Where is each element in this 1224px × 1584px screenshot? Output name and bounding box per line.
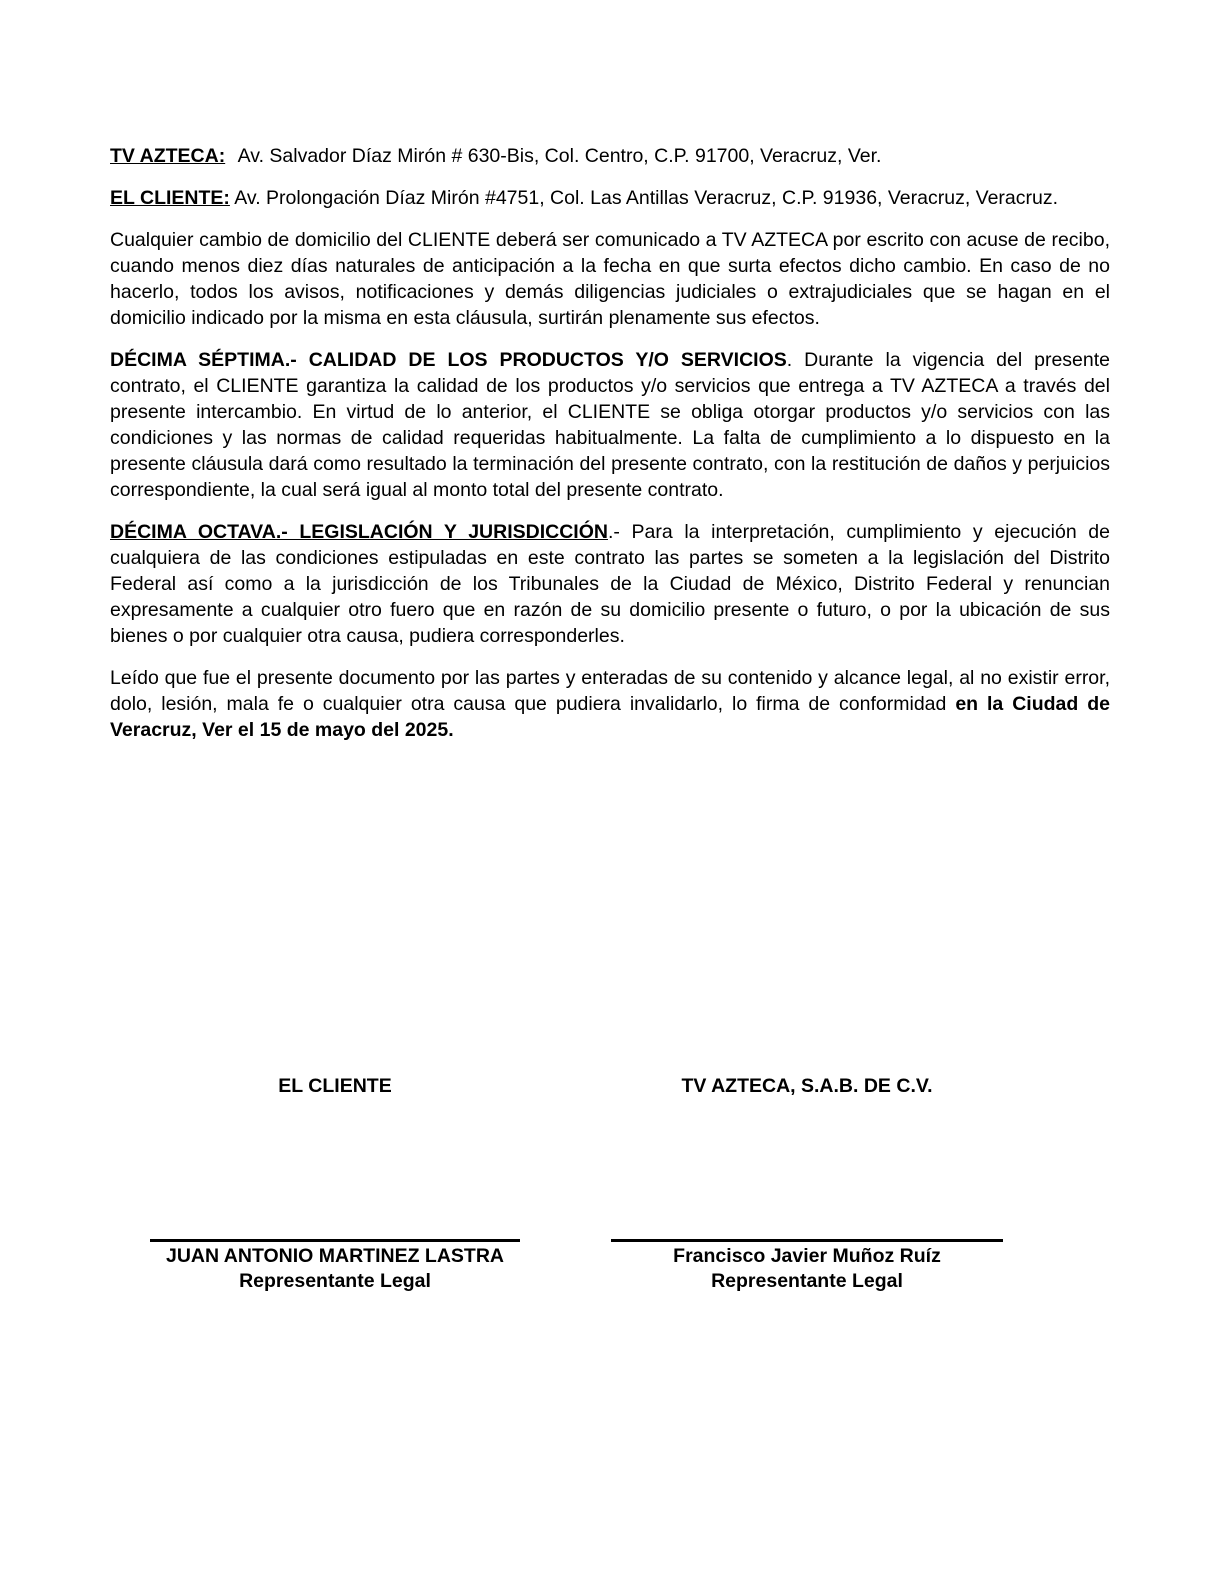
closing-paragraph: [110, 665, 1110, 743]
clause-decima-septima-body: . Durante la vigencia del presente contrato, el CLIENTE garantiza la calidad de los productos y/o servicios que entrega a TV AZTECA a través del presente intercambio. En virtud de lo anterior, el CLIENTE se obliga otorgar productos y/o servicios con las condiciones y las normas de calidad requeridas habitualmente. La falta de cumplimiento a lo dispuesto en la presente cláusula dará como resultado la terminación del presente contrato, con la restitución de daños y perjuicios correspondiente, la cual será igual al monto total del presente contrato.: [110, 349, 1111, 501]
signatory-name-tv-azteca: Francisco Javier Muñoz Ruíz: [673, 1245, 941, 1267]
signatory-title-tv-azteca: Representante Legal: [711, 1270, 903, 1292]
clause-decima-octava-heading: DÉCIMA OCTAVA.- LEGISLACIÓN Y JURISDICCIÓN: [110, 521, 608, 543]
signatory-name-cliente: JUAN ANTONIO MARTINEZ LASTRA: [166, 1245, 504, 1267]
closing-paragraph-regular: Leído que fue el presente documento por las partes y enteradas de su contenido y alcance legal, al no existir error, dolo, lesión, mala fe o cualquier otra causa que pudiera invalidarlo, lo firma de conformidad: [110, 667, 1110, 715]
cliente-label: EL CLIENTE:: [110, 187, 230, 209]
tv-azteca-label: TV AZTECA:: [110, 145, 226, 167]
clause-decima-octava-body: .- Para la interpretación, cumplimiento y ejecución de cualquiera de las condiciones estipuladas en este contrato las partes se someten a la legislación del Distrito Federal así como a la jurisdicción de los Tribunales de la Ciudad de México, Distrito Federal y renuncian expresamente a cualquier otro fuero que en razón de su domicilio presente o futuro, o por la ubicación de sus bienes o por cualquier otra causa, pudiera corresponderles.: [110, 521, 1110, 647]
signature-party-tv-azteca: TV AZTECA, S.A.B. DE C.V.: [681, 1075, 933, 1097]
signature-block-tv-azteca: [611, 1073, 1003, 1294]
signature-line-cliente: [150, 1099, 520, 1242]
clause-decima-octava: [110, 519, 1110, 649]
domicile-change-paragraph: Cualquier cambio de domicilio del CLIENTE deberá ser comunicado a TV AZTECA por escrito con acuse de recibo, cuando menos diez días naturales de anticipación a la fecha en que surta efectos dicho cambio. En caso de no hacerlo, todos los avisos, notificaciones y demás diligencias judiciales o extrajudiciales que se hagan en el domicilio indicado por la misma en esta cláusula, surtirán plenamente sus efectos.: [110, 229, 1110, 329]
clause-decima-septima-heading: DÉCIMA SÉPTIMA.- CALIDAD DE LOS PRODUCTOS Y/O SERVICIOS: [110, 349, 787, 371]
signatory-title-cliente: Representante Legal: [239, 1270, 431, 1292]
cliente-address: Av. Prolongación Díaz Mirón #4751, Col. Las Antillas Veracruz, C.P. 91936, Veracruz, Veracruz.: [234, 187, 1059, 209]
clause-decima-septima: [110, 347, 1110, 503]
signature-line-tv-azteca: [611, 1099, 1003, 1242]
signature-party-cliente: EL CLIENTE: [278, 1075, 392, 1097]
party-line-tv-azteca: [110, 143, 1110, 169]
signature-block-cliente: [150, 1073, 520, 1294]
tv-azteca-address: Av. Salvador Díaz Mirón # 630-Bis, Col. Centro, C.P. 91700, Veracruz, Ver.: [237, 145, 882, 167]
closing-paragraph-date-bold: en la Ciudad de Veracruz, Ver el 15 de mayo del 2025.: [110, 693, 1111, 741]
party-line-cliente: [110, 185, 1110, 211]
signature-section: [110, 1073, 1110, 1294]
